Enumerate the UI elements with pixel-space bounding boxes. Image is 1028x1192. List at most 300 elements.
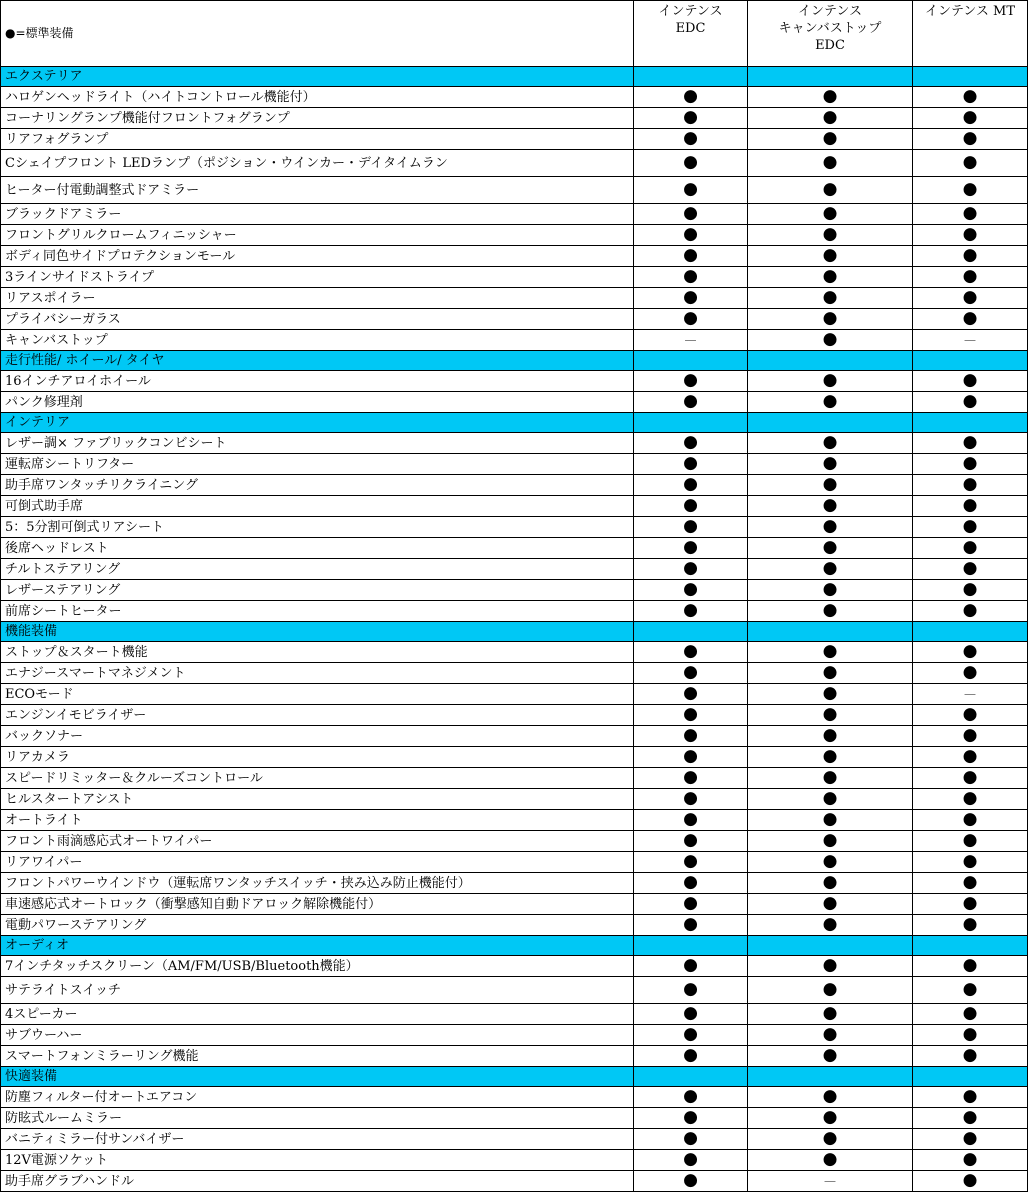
- standard-mark: ●: [962, 1149, 978, 1169]
- standard-mark: ●: [962, 788, 978, 808]
- availability-cell: [748, 150, 913, 177]
- standard-mark: ●: [822, 432, 838, 452]
- table-row: [1, 288, 1028, 309]
- standard-mark: ●: [822, 1107, 838, 1127]
- section-title: 走行性能/ ホイール/ タイヤ: [1, 351, 634, 371]
- table-row: [1, 768, 1028, 789]
- availability-cell: [634, 330, 748, 351]
- availability-cell: [913, 129, 1028, 150]
- standard-mark: ●: [822, 725, 838, 745]
- availability-cell: [913, 601, 1028, 622]
- section-title: 機能装備: [1, 622, 634, 642]
- table-row: [1, 1046, 1028, 1067]
- standard-mark: ●: [822, 746, 838, 766]
- standard-mark: ●: [683, 224, 698, 244]
- standard-mark: ●: [962, 725, 978, 745]
- table-row: [1, 517, 1028, 538]
- standard-mark: ●: [683, 1024, 698, 1044]
- standard-mark: ●: [822, 830, 838, 850]
- standard-mark: ●: [822, 1128, 838, 1148]
- availability-cell: [634, 392, 748, 413]
- availability-cell: [748, 129, 913, 150]
- standard-mark: ●: [962, 86, 978, 106]
- availability-cell: [913, 517, 1028, 538]
- table-row: [1, 1087, 1028, 1108]
- standard-mark: ●: [683, 179, 698, 199]
- table-row: [1, 684, 1028, 705]
- standard-mark: ●: [683, 537, 698, 557]
- availability-cell: [748, 726, 913, 747]
- standard-mark: ●: [683, 746, 698, 766]
- availability-cell: [748, 330, 913, 351]
- availability-cell: [748, 873, 913, 894]
- table-row: [1, 475, 1028, 496]
- standard-mark: ●: [822, 683, 838, 703]
- standard-mark: ●: [822, 308, 838, 328]
- equipment-name: バニティミラー付サンバイザー: [1, 1129, 634, 1150]
- not-available-mark: —: [824, 1173, 836, 1188]
- availability-cell: [748, 580, 913, 601]
- column-header-line: キャンバストップ: [778, 21, 882, 36]
- standard-mark: ●: [683, 1107, 698, 1127]
- header-row: [1, 1, 1028, 67]
- equipment-name: パンク修理剤: [1, 392, 634, 413]
- standard-mark: ●: [962, 266, 978, 286]
- availability-cell: [913, 810, 1028, 831]
- standard-mark: ●: [822, 495, 838, 515]
- column-header-intens-mt: [913, 1, 1028, 67]
- standard-mark: ●: [962, 767, 978, 787]
- availability-cell: [913, 475, 1028, 496]
- standard-mark: ●: [683, 809, 698, 829]
- table-body: [1, 67, 1028, 1192]
- standard-mark: ●: [822, 641, 838, 661]
- section-header-cell: [634, 413, 748, 433]
- table-row: [1, 108, 1028, 129]
- equipment-name: 防塵フィルター付オートエアコン: [1, 1087, 634, 1108]
- table-row: [1, 1150, 1028, 1171]
- availability-cell: [634, 433, 748, 454]
- column-header-line: インテンス MT: [924, 4, 1016, 19]
- standard-mark: ●: [822, 788, 838, 808]
- column-header-intens-canvastop-edc: [748, 1, 913, 67]
- availability-cell: [634, 87, 748, 108]
- availability-cell: [748, 768, 913, 789]
- availability-cell: [748, 1087, 913, 1108]
- equipment-name: チルトステアリング: [1, 559, 634, 580]
- availability-cell: [634, 915, 748, 936]
- standard-mark: ●: [683, 1149, 698, 1169]
- standard-mark: ●: [683, 767, 698, 787]
- standard-mark: ●: [683, 872, 698, 892]
- standard-mark: ●: [962, 914, 978, 934]
- column-header-line: EDC: [815, 38, 845, 53]
- availability-cell: [634, 1129, 748, 1150]
- standard-mark: ●: [962, 203, 978, 223]
- availability-cell: [913, 1046, 1028, 1067]
- availability-cell: [913, 768, 1028, 789]
- availability-cell: [748, 915, 913, 936]
- availability-cell: [634, 204, 748, 225]
- standard-mark: ●: [822, 809, 838, 829]
- table-row: [1, 392, 1028, 413]
- availability-cell: [748, 1150, 913, 1171]
- section-header-cell: [913, 413, 1028, 433]
- table-row: [1, 246, 1028, 267]
- availability-cell: [634, 705, 748, 726]
- section-header-cell: [913, 67, 1028, 87]
- availability-cell: [748, 454, 913, 475]
- equipment-name: フロントパワーウインドウ（運転席ワンタッチスイッチ・挟み込み防止機能付）: [1, 873, 634, 894]
- standard-mark: ●: [822, 1003, 838, 1023]
- standard-mark: ●: [683, 152, 698, 172]
- availability-cell: [748, 392, 913, 413]
- standard-mark: ●: [683, 266, 698, 286]
- standard-mark: ●: [822, 872, 838, 892]
- section-header-cell: [634, 622, 748, 642]
- standard-mark: ●: [962, 830, 978, 850]
- not-available-mark: —: [964, 332, 976, 347]
- standard-mark: ●: [962, 662, 978, 682]
- standard-mark: ●: [683, 107, 698, 127]
- availability-cell: [748, 747, 913, 768]
- table-row: [1, 747, 1028, 768]
- availability-cell: [748, 246, 913, 267]
- standard-mark: ●: [683, 128, 698, 148]
- availability-cell: [913, 1004, 1028, 1025]
- availability-cell: [634, 475, 748, 496]
- section-header-row: [1, 936, 1028, 956]
- table-row: [1, 177, 1028, 204]
- availability-cell: [634, 538, 748, 559]
- standard-mark: ●: [683, 851, 698, 871]
- availability-cell: [748, 1025, 913, 1046]
- equipment-name: サテライトスイッチ: [1, 977, 634, 1004]
- equipment-name: コーナリングランプ機能付フロントフォグランプ: [1, 108, 634, 129]
- equipment-name: Cシェイプフロント LEDランプ（ポジション・ウインカー・デイタイムラン: [1, 150, 634, 177]
- standard-mark: ●: [962, 179, 978, 199]
- standard-mark: ●: [962, 558, 978, 578]
- table-row: [1, 894, 1028, 915]
- availability-cell: [748, 1171, 913, 1192]
- standard-mark: ●: [962, 1024, 978, 1044]
- standard-mark: ●: [962, 287, 978, 307]
- standard-mark: ●: [683, 830, 698, 850]
- column-header-line: インテンス: [798, 4, 862, 19]
- availability-cell: [748, 496, 913, 517]
- availability-cell: [634, 873, 748, 894]
- standard-mark: ●: [962, 152, 978, 172]
- section-header-cell: [748, 351, 913, 371]
- standard-mark: ●: [962, 1045, 978, 1065]
- standard-mark: ●: [962, 579, 978, 599]
- standard-mark: ●: [683, 704, 698, 724]
- equipment-name: 12V電源ソケット: [1, 1150, 634, 1171]
- availability-cell: [913, 684, 1028, 705]
- equipment-name: 後席ヘッドレスト: [1, 538, 634, 559]
- availability-cell: [634, 1087, 748, 1108]
- standard-mark: ●: [962, 107, 978, 127]
- availability-cell: [748, 977, 913, 1004]
- table-row: [1, 1004, 1028, 1025]
- standard-mark: ●: [822, 767, 838, 787]
- standard-mark: ●: [822, 558, 838, 578]
- equipment-name: リアカメラ: [1, 747, 634, 768]
- equipment-name: 車速感応式オートロック（衝撃感知自動ドアロック解除機能付）: [1, 894, 634, 915]
- availability-cell: [913, 956, 1028, 977]
- availability-cell: [748, 433, 913, 454]
- standard-mark: ●: [962, 600, 978, 620]
- standard-mark: ●: [683, 641, 698, 661]
- equipment-name: 助手席ワンタッチリクライニング: [1, 475, 634, 496]
- table-row: [1, 267, 1028, 288]
- availability-cell: [913, 559, 1028, 580]
- table-header: [1, 1, 1028, 67]
- availability-cell: [748, 852, 913, 873]
- availability-cell: [913, 177, 1028, 204]
- availability-cell: [748, 956, 913, 977]
- table-row: [1, 956, 1028, 977]
- equipment-name: リアワイパー: [1, 852, 634, 873]
- availability-cell: [748, 225, 913, 246]
- equipment-name: スマートフォンミラーリング機能: [1, 1046, 634, 1067]
- availability-cell: [913, 496, 1028, 517]
- availability-cell: [748, 642, 913, 663]
- standard-mark: ●: [683, 474, 698, 494]
- availability-cell: [748, 559, 913, 580]
- table-row: [1, 330, 1028, 351]
- table-row: [1, 87, 1028, 108]
- availability-cell: [634, 371, 748, 392]
- standard-mark: ●: [822, 86, 838, 106]
- availability-cell: [913, 642, 1028, 663]
- standard-mark: ●: [962, 746, 978, 766]
- availability-cell: [913, 894, 1028, 915]
- availability-cell: [748, 663, 913, 684]
- availability-cell: [634, 288, 748, 309]
- not-available-mark: —: [684, 332, 697, 347]
- standard-mark: ●: [683, 725, 698, 745]
- section-header-cell: [748, 413, 913, 433]
- equipment-name: フロント雨滴感応式オートワイパー: [1, 831, 634, 852]
- equipment-name: 16インチアロイホイール: [1, 371, 634, 392]
- section-header-row: [1, 67, 1028, 87]
- availability-cell: [748, 1108, 913, 1129]
- equipment-name: エナジースマートマネジメント: [1, 663, 634, 684]
- availability-cell: [913, 309, 1028, 330]
- standard-mark: ●: [962, 474, 978, 494]
- equipment-name: 5：5分割可倒式リアシート: [1, 517, 634, 538]
- availability-cell: [748, 894, 913, 915]
- equipment-name: ヒーター付電動調整式ドアミラー: [1, 177, 634, 204]
- standard-mark: ●: [962, 893, 978, 913]
- availability-cell: [748, 789, 913, 810]
- availability-cell: [634, 267, 748, 288]
- equipment-name: ボディ同色サイドプロテクションモール: [1, 246, 634, 267]
- standard-mark: ●: [683, 1086, 698, 1106]
- availability-cell: [634, 831, 748, 852]
- standard-mark: ●: [683, 662, 698, 682]
- section-header-row: [1, 351, 1028, 371]
- standard-mark: ●: [683, 432, 698, 452]
- standard-mark: ●: [822, 662, 838, 682]
- availability-cell: [634, 309, 748, 330]
- availability-cell: [913, 726, 1028, 747]
- standard-mark: ●: [822, 370, 838, 390]
- section-header-cell: [634, 1067, 748, 1087]
- equipment-name: プライバシーガラス: [1, 309, 634, 330]
- equipment-name: 前席シートヒーター: [1, 601, 634, 622]
- availability-cell: [748, 517, 913, 538]
- availability-cell: [748, 1046, 913, 1067]
- standard-mark: ●: [822, 851, 838, 871]
- standard-mark: ●: [962, 1128, 978, 1148]
- table-row: [1, 433, 1028, 454]
- standard-mark: ●: [822, 579, 838, 599]
- availability-cell: [634, 580, 748, 601]
- equipment-name: レザー調× ファブリックコンビシート: [1, 433, 634, 454]
- availability-cell: [634, 1150, 748, 1171]
- table-row: [1, 726, 1028, 747]
- table-row: [1, 915, 1028, 936]
- section-title: インテリア: [1, 413, 634, 433]
- table-row: [1, 204, 1028, 225]
- availability-cell: [634, 768, 748, 789]
- standard-mark: ●: [822, 107, 838, 127]
- availability-cell: [634, 956, 748, 977]
- availability-cell: [634, 601, 748, 622]
- section-header-row: [1, 622, 1028, 642]
- equipment-name: ヒルスタートアシスト: [1, 789, 634, 810]
- availability-cell: [748, 177, 913, 204]
- equipment-name: 可倒式助手席: [1, 496, 634, 517]
- equipment-name: キャンバストップ: [1, 330, 634, 351]
- availability-cell: [634, 150, 748, 177]
- availability-cell: [913, 1150, 1028, 1171]
- standard-mark: ●: [962, 245, 978, 265]
- availability-cell: [913, 789, 1028, 810]
- standard-mark: ●: [683, 203, 698, 223]
- availability-cell: [913, 246, 1028, 267]
- availability-cell: [748, 601, 913, 622]
- section-header-row: [1, 413, 1028, 433]
- equipment-name: サブウーハー: [1, 1025, 634, 1046]
- availability-cell: [634, 559, 748, 580]
- table-row: [1, 371, 1028, 392]
- section-title: エクステリア: [1, 67, 634, 87]
- availability-cell: [913, 1171, 1028, 1192]
- availability-cell: [634, 642, 748, 663]
- availability-cell: [748, 309, 913, 330]
- availability-cell: [913, 663, 1028, 684]
- availability-cell: [913, 150, 1028, 177]
- table-row: [1, 705, 1028, 726]
- standard-mark: ●: [822, 979, 838, 999]
- availability-cell: [913, 225, 1028, 246]
- standard-mark: ●: [683, 495, 698, 515]
- standard-mark: ●: [683, 1170, 698, 1190]
- availability-cell: [634, 726, 748, 747]
- standard-mark: ●: [683, 579, 698, 599]
- equipment-name: 3ラインサイドストライプ: [1, 267, 634, 288]
- equipment-name: 7インチタッチスクリーン（AM/FM/USB/Bluetooth機能）: [1, 956, 634, 977]
- standard-mark: ●: [962, 453, 978, 473]
- availability-cell: [913, 392, 1028, 413]
- column-header-intens-edc: [634, 1, 748, 67]
- standard-mark: ●: [683, 600, 698, 620]
- standard-mark: ●: [683, 370, 698, 390]
- standard-mark: ●: [962, 537, 978, 557]
- availability-cell: [634, 747, 748, 768]
- table-row: [1, 496, 1028, 517]
- availability-cell: [913, 580, 1028, 601]
- standard-mark: ●: [683, 683, 698, 703]
- standard-mark: ●: [962, 1003, 978, 1023]
- availability-cell: [634, 789, 748, 810]
- table-row: [1, 789, 1028, 810]
- availability-cell: [913, 915, 1028, 936]
- availability-cell: [634, 246, 748, 267]
- availability-cell: [748, 288, 913, 309]
- equipment-name: 防眩式ルームミラー: [1, 1108, 634, 1129]
- table-row: [1, 663, 1028, 684]
- standard-mark: ●: [683, 979, 698, 999]
- section-header-cell: [748, 622, 913, 642]
- table-row: [1, 1171, 1028, 1192]
- table-row: [1, 852, 1028, 873]
- standard-mark: ●: [683, 86, 698, 106]
- table-row: [1, 642, 1028, 663]
- equipment-name: リアフォグランプ: [1, 129, 634, 150]
- availability-cell: [634, 177, 748, 204]
- equipment-name: 助手席グラブハンドル: [1, 1171, 634, 1192]
- availability-cell: [913, 1108, 1028, 1129]
- standard-mark: ●: [683, 453, 698, 473]
- standard-mark: ●: [962, 224, 978, 244]
- availability-cell: [913, 1087, 1028, 1108]
- standard-mark: ●: [822, 329, 838, 349]
- availability-cell: [748, 684, 913, 705]
- equipment-name: ハロゲンヘッドライト（ハイトコントロール機能付）: [1, 87, 634, 108]
- standard-mark: ●: [962, 432, 978, 452]
- availability-cell: [634, 129, 748, 150]
- equipment-name: 運転席シートリフター: [1, 454, 634, 475]
- availability-cell: [748, 705, 913, 726]
- column-header-line: EDC: [675, 21, 706, 36]
- table-row: [1, 831, 1028, 852]
- table-row: [1, 454, 1028, 475]
- availability-cell: [748, 475, 913, 496]
- availability-cell: [634, 1108, 748, 1129]
- standard-mark: ●: [822, 391, 838, 411]
- standard-mark: ●: [822, 453, 838, 473]
- standard-mark: ●: [822, 152, 838, 172]
- availability-cell: [634, 1171, 748, 1192]
- equipment-name: レザーステアリング: [1, 580, 634, 601]
- availability-cell: [634, 108, 748, 129]
- table-row: [1, 1025, 1028, 1046]
- section-title: オーディオ: [1, 936, 634, 956]
- availability-cell: [913, 852, 1028, 873]
- table-row: [1, 538, 1028, 559]
- availability-cell: [913, 538, 1028, 559]
- section-header-cell: [748, 936, 913, 956]
- equipment-name: バックソナー: [1, 726, 634, 747]
- availability-cell: [634, 225, 748, 246]
- standard-mark: ●: [822, 516, 838, 536]
- availability-cell: [913, 330, 1028, 351]
- standard-mark: ●: [962, 872, 978, 892]
